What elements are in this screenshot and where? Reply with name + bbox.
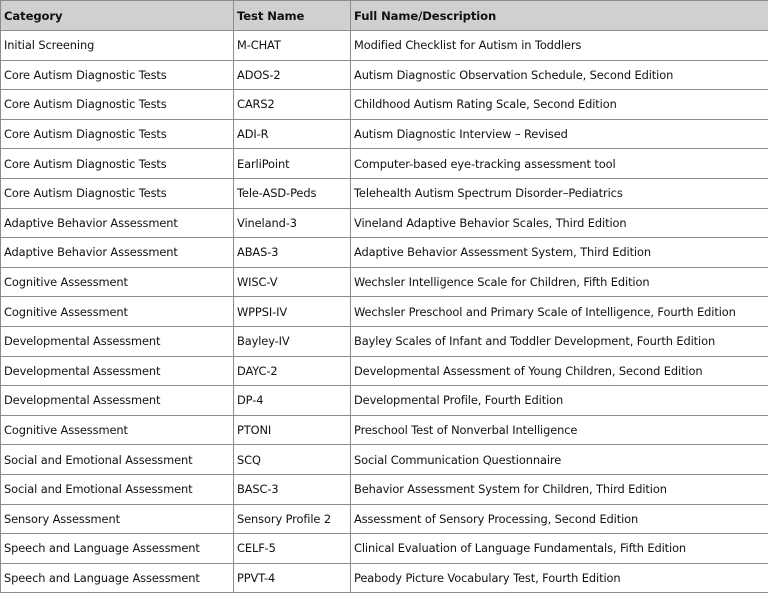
cell-category: Speech and Language Assessment (1, 563, 234, 593)
cell-category: Cognitive Assessment (1, 267, 234, 297)
cell-test-name: Vineland-3 (234, 208, 351, 238)
cell-full-name: Behavior Assessment System for Children, Third Edition (351, 474, 768, 504)
cell-category: Core Autism Diagnostic Tests (1, 90, 234, 120)
cell-category: Core Autism Diagnostic Tests (1, 119, 234, 149)
cell-category: Social and Emotional Assessment (1, 474, 234, 504)
cell-category: Core Autism Diagnostic Tests (1, 178, 234, 208)
table-row (1, 149, 768, 179)
table-row (1, 267, 768, 297)
cell-test-name: CELF-5 (234, 534, 351, 564)
cell-full-name: Telehealth Autism Spectrum Disorder–Pediatrics (351, 178, 768, 208)
cell-test-name: PTONI (234, 415, 351, 445)
cell-full-name: Assessment of Sensory Processing, Second Edition (351, 504, 768, 534)
header-row (1, 1, 768, 31)
cell-full-name: Adaptive Behavior Assessment System, Third Edition (351, 238, 768, 268)
table-row (1, 504, 768, 534)
table-row (1, 534, 768, 564)
table-row (1, 178, 768, 208)
cell-full-name: Computer-based eye-tracking assessment tool (351, 149, 768, 179)
cell-test-name: WISC-V (234, 267, 351, 297)
table-row (1, 356, 768, 386)
table-row (1, 445, 768, 475)
cell-full-name: Childhood Autism Rating Scale, Second Edition (351, 90, 768, 120)
cell-category: Adaptive Behavior Assessment (1, 238, 234, 268)
cell-category: Core Autism Diagnostic Tests (1, 149, 234, 179)
cell-category: Initial Screening (1, 31, 234, 61)
table-header (1, 1, 768, 31)
cell-full-name: Modified Checklist for Autism in Toddlers (351, 31, 768, 61)
cell-category: Developmental Assessment (1, 356, 234, 386)
cell-category: Adaptive Behavior Assessment (1, 208, 234, 238)
table-row (1, 297, 768, 327)
header-test-name: Test Name (234, 1, 351, 31)
cell-full-name: Preschool Test of Nonverbal Intelligence (351, 415, 768, 445)
table-row (1, 474, 768, 504)
cell-full-name: Vineland Adaptive Behavior Scales, Third Edition (351, 208, 768, 238)
header-full-name: Full Name/Description (351, 1, 768, 31)
cell-full-name: Clinical Evaluation of Language Fundamentals, Fifth Edition (351, 534, 768, 564)
table-body (1, 31, 768, 593)
cell-category: Core Autism Diagnostic Tests (1, 60, 234, 90)
cell-full-name: Peabody Picture Vocabulary Test, Fourth Edition (351, 563, 768, 593)
table-row (1, 563, 768, 593)
table-row (1, 90, 768, 120)
cell-full-name: Social Communication Questionnaire (351, 445, 768, 475)
cell-category: Speech and Language Assessment (1, 534, 234, 564)
cell-full-name: Bayley Scales of Infant and Toddler Development, Fourth Edition (351, 326, 768, 356)
table-row (1, 238, 768, 268)
table-row (1, 60, 768, 90)
cell-test-name: EarliPoint (234, 149, 351, 179)
cell-test-name: ADI-R (234, 119, 351, 149)
cell-test-name: DP-4 (234, 386, 351, 416)
table-row (1, 415, 768, 445)
cell-full-name: Wechsler Intelligence Scale for Children, Fifth Edition (351, 267, 768, 297)
cell-test-name: WPPSI-IV (234, 297, 351, 327)
cell-test-name: DAYC-2 (234, 356, 351, 386)
cell-test-name: BASC-3 (234, 474, 351, 504)
cell-category: Social and Emotional Assessment (1, 445, 234, 475)
table-row (1, 208, 768, 238)
table-row (1, 119, 768, 149)
header-category: Category (1, 1, 234, 31)
cell-full-name: Wechsler Preschool and Primary Scale of Intelligence, Fourth Edition (351, 297, 768, 327)
cell-test-name: M-CHAT (234, 31, 351, 61)
cell-category: Cognitive Assessment (1, 297, 234, 327)
cell-full-name: Developmental Profile, Fourth Edition (351, 386, 768, 416)
cell-test-name: ABAS-3 (234, 238, 351, 268)
cell-test-name: SCQ (234, 445, 351, 475)
cell-test-name: Sensory Profile 2 (234, 504, 351, 534)
cell-test-name: Bayley-IV (234, 326, 351, 356)
cell-test-name: Tele-ASD-Peds (234, 178, 351, 208)
cell-test-name: CARS2 (234, 90, 351, 120)
table-row (1, 31, 768, 61)
cell-category: Developmental Assessment (1, 326, 234, 356)
cell-category: Sensory Assessment (1, 504, 234, 534)
cell-test-name: ADOS-2 (234, 60, 351, 90)
table-row (1, 386, 768, 416)
cell-full-name: Autism Diagnostic Interview – Revised (351, 119, 768, 149)
cell-category: Developmental Assessment (1, 386, 234, 416)
cell-category: Cognitive Assessment (1, 415, 234, 445)
cell-test-name: PPVT-4 (234, 563, 351, 593)
cell-full-name: Developmental Assessment of Young Children, Second Edition (351, 356, 768, 386)
cell-full-name: Autism Diagnostic Observation Schedule, Second Edition (351, 60, 768, 90)
table-row (1, 326, 768, 356)
